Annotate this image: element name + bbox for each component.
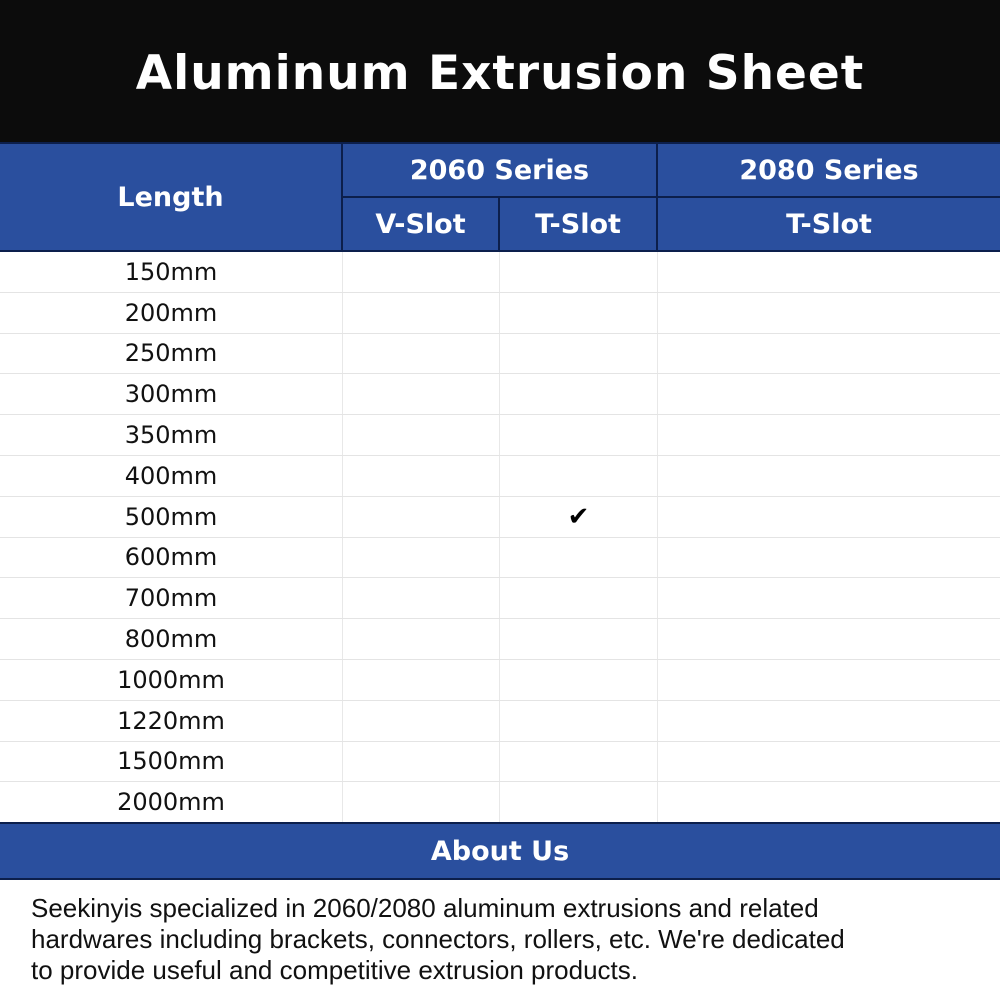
length-cell: 350mm (0, 415, 343, 455)
length-cell: 1000mm (0, 660, 343, 700)
t-slot-2080-cell (658, 660, 1000, 700)
v-slot-2060-cell (343, 619, 500, 659)
length-cell: 250mm (0, 334, 343, 374)
column-header-2060-t-slot: T-Slot (500, 198, 656, 250)
table-row (0, 497, 1000, 538)
about-us-description (31, 893, 981, 986)
column-header-2060-v-slot: V-Slot (343, 198, 498, 250)
length-cell: 500mm (0, 497, 343, 537)
column-header-length: Length (0, 144, 341, 250)
v-slot-2060-cell (343, 497, 500, 537)
table-row (0, 782, 1000, 823)
t-slot-2080-cell (658, 374, 1000, 414)
v-slot-2060-cell (343, 293, 500, 333)
length-cell: 200mm (0, 293, 343, 333)
table-row (0, 293, 1000, 334)
table-body (0, 252, 1000, 823)
t-slot-2060-cell (500, 293, 658, 333)
t-slot-2060-cell (500, 782, 658, 822)
t-slot-2060-cell (500, 334, 658, 374)
length-cell: 1220mm (0, 701, 343, 741)
length-cell: 300mm (0, 374, 343, 414)
v-slot-2060-cell (343, 538, 500, 578)
table-row (0, 660, 1000, 701)
t-slot-2080-cell (658, 782, 1000, 822)
t-slot-2060-cell (500, 415, 658, 455)
table-row (0, 578, 1000, 619)
v-slot-2060-cell (343, 334, 500, 374)
title-bar (0, 0, 1000, 142)
table-row (0, 538, 1000, 579)
length-cell: 700mm (0, 578, 343, 618)
t-slot-2080-cell (658, 701, 1000, 741)
t-slot-2060-cell (500, 701, 658, 741)
length-cell: 150mm (0, 252, 343, 292)
column-group-2080-series: 2080 Series (658, 144, 1000, 196)
t-slot-2060-cell: ✔ (500, 497, 658, 537)
t-slot-2060-cell (500, 374, 658, 414)
description-line: hardwares including brackets, connectors, rollers, etc. We're dedicated (31, 924, 845, 954)
page-title: Aluminum Extrusion Sheet (135, 45, 865, 101)
t-slot-2080-cell (658, 252, 1000, 292)
table-row (0, 374, 1000, 415)
v-slot-2060-cell (343, 252, 500, 292)
table-row (0, 456, 1000, 497)
t-slot-2080-cell (658, 742, 1000, 782)
t-slot-2060-cell (500, 456, 658, 496)
length-cell: 600mm (0, 538, 343, 578)
t-slot-2060-cell (500, 660, 658, 700)
t-slot-2080-cell (658, 415, 1000, 455)
v-slot-2060-cell (343, 701, 500, 741)
column-header-2080-t-slot: T-Slot (658, 198, 1000, 250)
about-us-heading: About Us (430, 835, 570, 867)
v-slot-2060-cell (343, 782, 500, 822)
column-group-2060-series: 2060 Series (343, 144, 656, 196)
length-cell: 800mm (0, 619, 343, 659)
table-row (0, 252, 1000, 293)
t-slot-2060-cell (500, 252, 658, 292)
v-slot-2060-cell (343, 578, 500, 618)
length-cell: 1500mm (0, 742, 343, 782)
t-slot-2060-cell (500, 578, 658, 618)
t-slot-2060-cell (500, 619, 658, 659)
t-slot-2080-cell (658, 578, 1000, 618)
t-slot-2080-cell (658, 619, 1000, 659)
description-line: Seekinyis specialized in 2060/2080 aluminum extrusions and related (31, 893, 819, 923)
table-row (0, 619, 1000, 660)
t-slot-2080-cell (658, 293, 1000, 333)
length-cell: 2000mm (0, 782, 343, 822)
v-slot-2060-cell (343, 456, 500, 496)
about-us-bar (0, 822, 1000, 880)
v-slot-2060-cell (343, 742, 500, 782)
table-row (0, 742, 1000, 783)
length-cell: 400mm (0, 456, 343, 496)
t-slot-2060-cell (500, 538, 658, 578)
v-slot-2060-cell (343, 660, 500, 700)
description-line: to provide useful and competitive extrusion products. (31, 955, 639, 985)
t-slot-2060-cell (500, 742, 658, 782)
t-slot-2080-cell (658, 538, 1000, 578)
t-slot-2080-cell (658, 334, 1000, 374)
v-slot-2060-cell (343, 415, 500, 455)
t-slot-2080-cell (658, 497, 1000, 537)
table-row (0, 701, 1000, 742)
table-row (0, 334, 1000, 375)
v-slot-2060-cell (343, 374, 500, 414)
table-row (0, 415, 1000, 456)
t-slot-2080-cell (658, 456, 1000, 496)
